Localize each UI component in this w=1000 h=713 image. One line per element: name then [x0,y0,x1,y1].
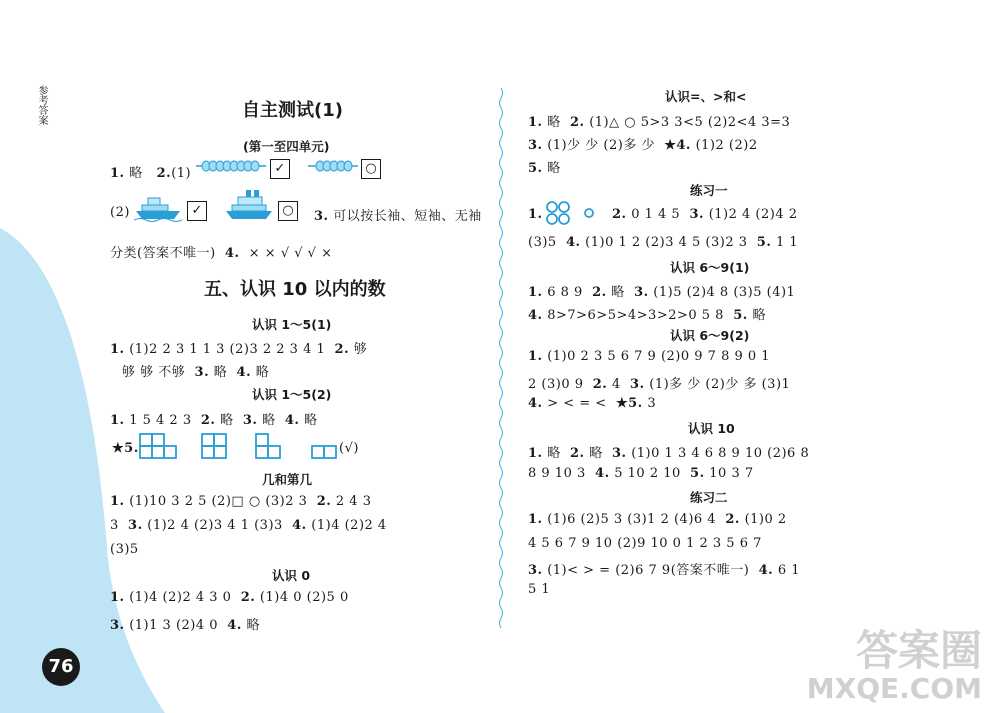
answer-line: 4. 8>7>6>5>4>3>2>0 5 8 5. 略 [528,308,766,323]
section-title: 练习二 [690,490,728,505]
answer-line: 1. 略 2. (1)△ ○ 5>3 3<5 (2)2<4 3=3 [528,115,791,130]
left-q3-line: 分类(答案不唯一) 4. × × √ √ √ × [110,246,333,261]
answer-line: 5 1 [528,582,551,597]
answer-line: 4 5 6 7 9 10 (2)9 10 0 1 2 3 5 6 7 [528,536,762,551]
left-subtitle: (第一至四单元) [243,139,330,154]
section-title: 认识 6～9(1) [670,260,750,275]
page-divider [498,88,504,628]
answer-line: ★5. [112,441,139,456]
section-title: 认识 1～5(1) [252,317,332,332]
answer-line: 3. (1)< > = (2)6 7 9(答案不唯一) 4. 6 1 [528,563,801,578]
answer-line: 1. 1 5 4 2 3 2. 略 3. 略 4. 略 [110,413,318,428]
answer-line: 够 够 不够 3. 略 4. 略 [122,365,270,380]
section-title: 认识 1～5(2) [252,387,332,402]
answer-line: 1. 6 8 9 2. 略 3. (1)5 (2)4 8 (3)5 (4)1 [528,285,796,300]
answer-line: 8 9 10 3 4. 5 10 2 10 5. 10 3 7 [528,466,754,481]
left-q1-line: 1. 略 2.(1) [110,166,192,181]
answer-line: 1. (1)2 2 3 1 1 3 (2)3 2 2 3 4 1 2. 够 [110,342,368,357]
watermark-url: MXQE.COM [806,672,982,705]
answer-box-circle: ○ [361,158,381,179]
answer-line: 1. (1)10 3 2 5 (2)□ ○ (3)2 3 2. 2 4 3 [110,494,372,509]
answer-line: (√) [339,441,359,456]
bead-string-short-icon [308,158,358,174]
answer-box-check-2: ✓ [187,200,207,221]
answer-box-check: ✓ [270,158,290,179]
answer-line: 3. (1)少 少 (2)多 少 ★4. (1)2 (2)2 [528,138,758,153]
answer-line: 4. > < = < ★5. 3 [528,396,657,411]
answer-line: (3)5 [110,542,139,557]
answer-line: 1. (1)4 (2)2 4 3 0 2. (1)4 0 (2)5 0 [110,590,349,605]
answer-line: 1. 略 2. 略 3. (1)0 1 3 4 6 8 9 10 (2)6 8 [528,446,810,461]
answer-line: 1. (1)6 (2)5 3 (3)1 2 (4)6 4 2. (1)0 2 [528,512,787,527]
section-title: 认识 0 [272,568,311,583]
answer-line: 3 3. (1)2 4 (2)3 4 1 (3)3 4. (1)4 (2)2 4 [110,518,387,533]
answer-line: 1. [528,207,543,222]
answer-box-circle-2: ○ [278,200,298,221]
left-q2-label: (2) [110,205,130,220]
left-title: 自主测试(1) [242,100,343,121]
page-number: 76 [42,648,80,686]
watermark-text: 答案圈 [855,626,982,675]
left-q3-text: 3. 可以按长袖、短袖、无袖 [314,209,482,224]
section-title: 几和第几 [262,472,313,487]
answer-line: 3. (1)1 3 (2)4 0 4. 略 [110,618,261,633]
section-title: 认识 10 [688,421,735,436]
answer-line: (3)5 4. (1)0 1 2 (2)3 4 5 (3)2 3 5. 1 1 [528,235,799,250]
answer-line: 1. (1)0 2 3 5 6 7 9 (2)0 9 7 8 9 0 1 [528,349,771,364]
answer-line: 2. 0 1 4 5 3. (1)2 4 (2)4 2 [612,207,798,222]
ship-small-icon [134,192,182,222]
circle-groups-icon [545,200,605,226]
section-title: 练习一 [690,183,728,198]
bead-string-long-icon [196,158,266,174]
section-title: 认识 6～9(2) [670,328,750,343]
answer-line: 2 (3)0 9 2. 4 3. (1)多 少 (2)少 多 (3)1 [528,377,791,392]
side-tab-label: 参考答案 [36,85,47,125]
section-title: 认识=、>和< [665,89,747,104]
ship-large-icon [224,188,274,222]
cube-shapes-icon [138,432,338,462]
unit-title: 五、认识 10 以内的数 [204,279,386,300]
answer-line: 5. 略 [528,161,561,176]
